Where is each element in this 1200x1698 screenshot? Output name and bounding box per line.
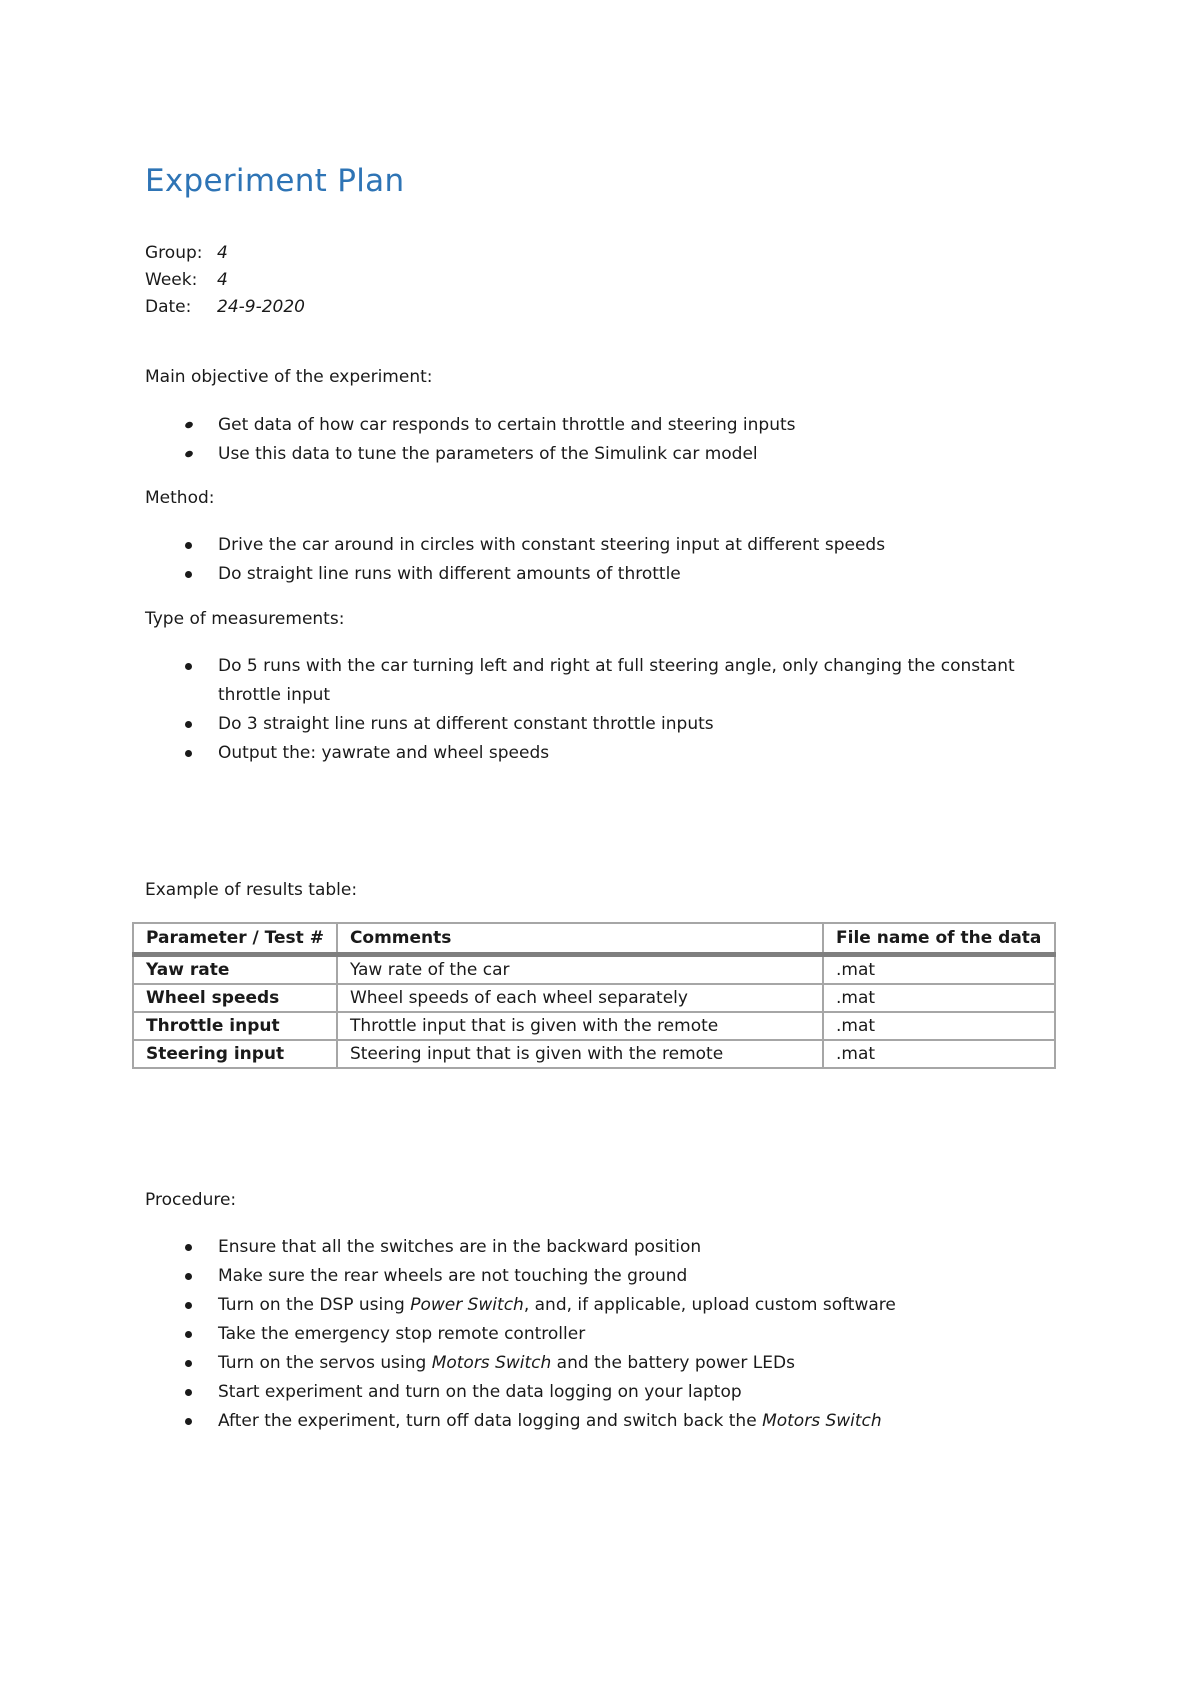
list-item: Turn on the servos using Motors Switch and the battery power LEDs <box>145 1349 1065 1378</box>
bullet-icon <box>185 1360 192 1367</box>
list-item: After the experiment, turn off data logging and switch back the Motors Switch <box>145 1407 1065 1436</box>
bullet-icon <box>184 450 194 459</box>
list-item: Take the emergency stop remote controller <box>145 1320 1065 1349</box>
table-row <box>133 1040 1055 1068</box>
list-item: Do 3 straight line runs at different constant throttle inputs <box>145 710 1065 739</box>
table-row <box>133 955 1055 985</box>
results-heading: Example of results table: <box>145 880 358 900</box>
list-item: Do straight line runs with different amounts of throttle <box>145 560 1065 589</box>
list-item: Get data of how car responds to certain throttle and steering inputs <box>145 411 1065 440</box>
table-row <box>133 984 1055 1012</box>
table-cell: .mat <box>823 984 1055 1012</box>
date-value: 24-9-2020 <box>217 297 305 317</box>
method-heading: Method: <box>145 488 215 508</box>
list-item: Start experiment and turn on the data logging on your laptop <box>145 1378 1065 1407</box>
bullet-icon <box>185 1389 192 1396</box>
procedure-heading: Procedure: <box>145 1190 237 1210</box>
objective-list <box>145 411 1065 469</box>
week-label: Week: <box>145 270 198 290</box>
method-list <box>145 531 1065 589</box>
table-cell: Throttle input <box>133 1012 337 1040</box>
table-cell: Throttle input that is given with the remote <box>337 1012 823 1040</box>
bullet-icon <box>185 1418 192 1425</box>
bullet-icon <box>185 1331 192 1338</box>
list-item: Drive the car around in circles with constant steering input at different speeds <box>145 531 1065 560</box>
list-item: Turn on the DSP using Power Switch, and, if applicable, upload custom software <box>145 1291 1065 1320</box>
table-row <box>133 1012 1055 1040</box>
table-cell: Wheel speeds of each wheel separately <box>337 984 823 1012</box>
measurements-list <box>145 652 1065 768</box>
column-header: File name of the data <box>823 923 1055 955</box>
list-item: Output the: yawrate and wheel speeds <box>145 739 1065 768</box>
page-title: Experiment Plan <box>145 163 405 199</box>
list-item: Use this data to tune the parameters of the Simulink car model <box>145 440 1065 469</box>
bullet-icon <box>185 663 192 670</box>
bullet-icon <box>185 542 192 549</box>
objective-heading: Main objective of the experiment: <box>145 367 433 387</box>
table-cell: Wheel speeds <box>133 984 337 1012</box>
meta-date-row <box>145 294 305 321</box>
table-cell: .mat <box>823 955 1055 985</box>
measurements-heading: Type of measurements: <box>145 609 345 629</box>
bullet-icon <box>185 721 192 728</box>
meta-block <box>145 240 305 321</box>
week-value: 4 <box>217 270 228 290</box>
list-item: Ensure that all the switches are in the backward position <box>145 1233 1065 1262</box>
list-item: Make sure the rear wheels are not touching the ground <box>145 1262 1065 1291</box>
table-cell: Yaw rate of the car <box>337 955 823 985</box>
table-cell: Yaw rate <box>133 955 337 985</box>
motors-switch-term: Motors Switch <box>431 1353 552 1373</box>
bullet-icon <box>185 571 192 578</box>
table-header-row <box>133 923 1055 955</box>
list-item: Do 5 runs with the car turning left and right at full steering angle, only changing the constant throttle input <box>145 652 1065 710</box>
column-header: Parameter / Test # <box>133 923 337 955</box>
meta-group-row <box>145 240 305 267</box>
meta-week-row <box>145 267 305 294</box>
results-table <box>132 922 1056 1069</box>
motors-switch-term: Motors Switch <box>762 1411 882 1431</box>
power-switch-term: Power Switch <box>410 1295 524 1315</box>
bullet-icon <box>185 1244 192 1251</box>
bullet-icon <box>185 1273 192 1280</box>
table-cell: Steering input <box>133 1040 337 1068</box>
column-header: Comments <box>337 923 823 955</box>
group-label: Group: <box>145 243 203 263</box>
table-cell: Steering input that is given with the remote <box>337 1040 823 1068</box>
date-label: Date: <box>145 297 192 317</box>
table-cell: .mat <box>823 1040 1055 1068</box>
table-cell: .mat <box>823 1012 1055 1040</box>
bullet-icon <box>184 421 194 430</box>
bullet-icon <box>185 750 192 757</box>
group-value: 4 <box>217 243 228 263</box>
bullet-icon <box>185 1302 192 1309</box>
procedure-list <box>145 1233 1065 1436</box>
